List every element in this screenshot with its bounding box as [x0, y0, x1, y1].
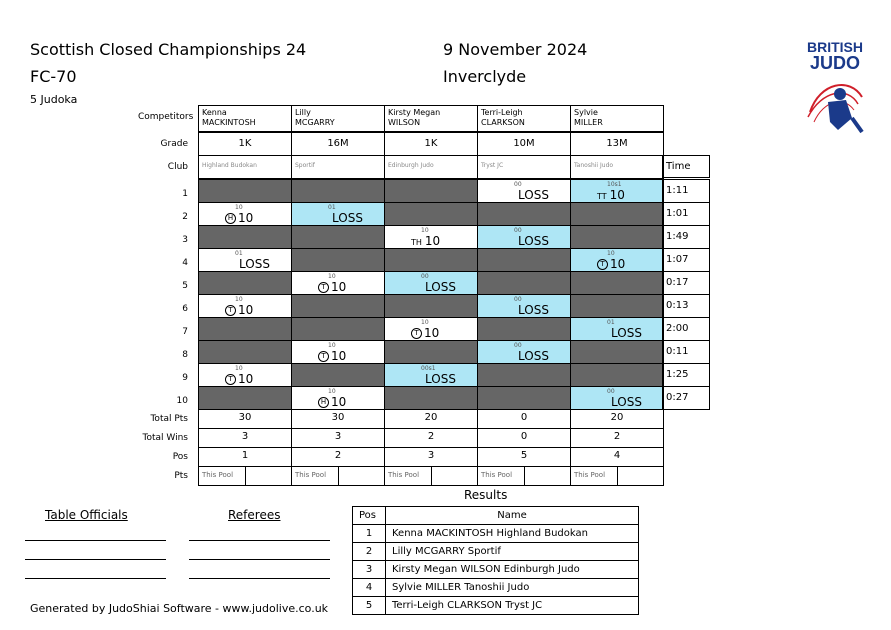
match-cell: [291, 202, 385, 226]
competitor-grade: 1K: [198, 132, 292, 156]
match-cell: [570, 317, 664, 341]
match-no: 6: [182, 304, 188, 314]
match-result-text: LOSS: [332, 211, 363, 225]
signature-line: [25, 578, 166, 579]
match-result: [597, 189, 625, 203]
position: 3: [384, 447, 478, 467]
technique-icon: T: [318, 282, 329, 293]
match-no: 9: [182, 373, 188, 383]
match-cell: [384, 271, 478, 295]
match-result-text: LOSS: [518, 234, 549, 248]
this-pool-pts: This Pool: [477, 466, 571, 486]
match-cell: [291, 363, 385, 387]
logo-text-bottom: JUDO: [809, 53, 860, 73]
match-result-text: 10: [238, 211, 254, 225]
match-result-text: 10: [610, 257, 626, 271]
match-result: [318, 396, 346, 408]
technique-icon: H: [318, 397, 329, 408]
competitor-first-name: Terri-Leigh: [481, 108, 523, 117]
match-cell: [198, 179, 292, 203]
match-score: 00: [514, 227, 522, 234]
match-cell: [477, 294, 571, 318]
match-cell: [570, 271, 664, 295]
match-cell: [570, 294, 664, 318]
pts-separator: [617, 467, 618, 485]
match-result-text: LOSS: [518, 188, 549, 202]
results-header-row: [353, 507, 639, 525]
match-time: 1:01: [662, 202, 710, 226]
pts-separator: [245, 467, 246, 485]
results-name: Kenna MACKINTOSH Highland Budokan: [386, 525, 639, 543]
competitor-first-name: Kirsty Megan: [388, 108, 441, 117]
match-time: 0:11: [662, 340, 710, 364]
event-title: Scottish Closed Championships 24: [30, 40, 307, 59]
match-score: 10: [235, 296, 243, 303]
results-row: [353, 525, 639, 543]
match-time: 1:07: [662, 248, 710, 272]
match-result: [318, 350, 346, 362]
match-cell: [384, 202, 478, 226]
competitor-club: Edinburgh Judo: [384, 155, 478, 179]
judoka-count: 5 Judoka: [30, 93, 78, 106]
competitor-club: Tanoshii Judo: [570, 155, 664, 179]
match-result: [611, 327, 642, 339]
match-result: [518, 235, 549, 247]
signature-line: [189, 540, 330, 541]
match-result-text: LOSS: [518, 349, 549, 363]
match-score: 00: [514, 296, 522, 303]
match-cell: [291, 271, 385, 295]
match-cell: [570, 179, 664, 203]
match-score: 10: [235, 365, 243, 372]
this-pool-pts: This Pool: [384, 466, 478, 486]
match-score: 10: [607, 250, 615, 257]
match-result: [518, 304, 549, 316]
technique-icon: T: [318, 351, 329, 362]
match-result-text: LOSS: [518, 303, 549, 317]
match-no: 10: [176, 396, 188, 406]
match-score: 10s1: [607, 181, 622, 188]
competitor-name-cell: [384, 105, 478, 132]
total-wins: 2: [384, 428, 478, 448]
this-pool-pts: This Pool: [291, 466, 385, 486]
match-cell: [291, 294, 385, 318]
total-wins: 3: [291, 428, 385, 448]
results-title: Results: [464, 488, 508, 502]
match-result-text: 10: [238, 372, 254, 386]
results-pos: 4: [353, 579, 386, 597]
match-cell: [384, 294, 478, 318]
position: 1: [198, 447, 292, 467]
pts-separator: [338, 467, 339, 485]
match-time: 1:49: [662, 225, 710, 249]
match-cell: [198, 363, 292, 387]
match-score: 01: [607, 319, 615, 326]
match-result: [225, 212, 253, 224]
match-result: [332, 212, 363, 224]
results-name: Sylvie MILLER Tanoshii Judo: [386, 579, 639, 597]
total-points: 0: [477, 409, 571, 429]
match-result: [411, 327, 439, 339]
match-cell: [384, 386, 478, 410]
match-cell: [570, 248, 664, 272]
position: 5: [477, 447, 571, 467]
match-result-text: 10: [331, 395, 347, 409]
match-score: 10: [328, 342, 336, 349]
label-total-pts: Total Pts: [150, 414, 188, 424]
results-row: [353, 561, 639, 579]
total-points: 20: [570, 409, 664, 429]
judo-figure-icon: [800, 72, 870, 138]
match-cell: [570, 386, 664, 410]
logo-text-top: BRITISH: [807, 39, 863, 55]
match-no: 2: [182, 212, 188, 222]
match-result: [411, 235, 440, 249]
results-name-header: Name: [386, 507, 639, 525]
match-cell: [477, 248, 571, 272]
this-pool-pts: This Pool: [198, 466, 292, 486]
match-result: [597, 258, 625, 270]
total-wins: 0: [477, 428, 571, 448]
results-name: Kirsty Megan WILSON Edinburgh Judo: [386, 561, 639, 579]
match-result-text: 10: [331, 349, 347, 363]
competitor-grade: 16M: [291, 132, 385, 156]
event-date: 9 November 2024: [443, 40, 588, 59]
match-cell: [570, 202, 664, 226]
match-result: [425, 373, 456, 385]
match-result-text: 10: [424, 234, 441, 248]
competitor-last-name: MCGARRY: [295, 118, 335, 127]
competitor-last-name: MILLER: [574, 118, 603, 127]
competitor-last-name: WILSON: [388, 118, 421, 127]
results-table: [352, 506, 639, 615]
match-cell: [291, 340, 385, 364]
time-header-label: Time: [666, 161, 691, 172]
label-club: Club: [167, 162, 188, 172]
match-score: 00: [514, 342, 522, 349]
match-cell: [198, 248, 292, 272]
time-header: [662, 155, 710, 178]
match-result: [225, 304, 253, 316]
competitor-grade: 10M: [477, 132, 571, 156]
match-cell: [477, 317, 571, 341]
technique-icon: H: [225, 213, 236, 224]
event-venue: Inverclyde: [443, 67, 527, 86]
competitor-club: Tryst JC: [477, 155, 571, 179]
match-result-text: LOSS: [425, 280, 456, 294]
signature-line: [25, 540, 166, 541]
match-time: 2:00: [662, 317, 710, 341]
match-cell: [291, 386, 385, 410]
match-result-text: 10: [238, 303, 254, 317]
table-officials-label: Table Officials: [45, 508, 128, 522]
match-result-text: 10: [331, 280, 347, 294]
competitor-last-name: CLARKSON: [481, 118, 525, 127]
competitor-grade: 1K: [384, 132, 478, 156]
match-cell: [291, 317, 385, 341]
this-pool-pts: This Pool: [570, 466, 664, 486]
total-wins: 3: [198, 428, 292, 448]
match-score: 10: [328, 273, 336, 280]
match-time: 0:27: [662, 386, 710, 410]
results-name: Terri-Leigh CLARKSON Tryst JC: [386, 597, 639, 615]
match-result: [611, 396, 642, 408]
match-cell: [477, 363, 571, 387]
total-points: 30: [198, 409, 292, 429]
match-no: 1: [182, 189, 188, 199]
match-result-text: LOSS: [611, 395, 642, 409]
match-score: 10: [328, 388, 336, 395]
technique-icon: T: [225, 374, 236, 385]
total-wins: 2: [570, 428, 664, 448]
pts-separator: [431, 467, 432, 485]
competitor-first-name: Kenna: [202, 108, 227, 117]
match-time: 1:25: [662, 363, 710, 387]
match-score: 01: [328, 204, 336, 211]
match-score: 00: [607, 388, 615, 395]
match-no: 8: [182, 350, 188, 360]
results-pos-header: Pos: [353, 507, 386, 525]
match-no: 4: [182, 258, 188, 268]
match-score: 10: [421, 319, 429, 326]
british-judo-logo: [800, 40, 870, 142]
results-row: [353, 543, 639, 561]
technique-icon: TT: [597, 192, 607, 201]
match-cell: [291, 225, 385, 249]
match-cell: [291, 248, 385, 272]
match-cell: [384, 340, 478, 364]
match-result-text: 10: [424, 326, 440, 340]
match-time: 1:11: [662, 179, 710, 203]
match-result-text: LOSS: [239, 257, 270, 271]
match-result: [518, 189, 549, 201]
competitor-first-name: Lilly: [295, 108, 311, 117]
total-points: 30: [291, 409, 385, 429]
results-pos: 1: [353, 525, 386, 543]
match-score: 00: [421, 273, 429, 280]
match-cell: [477, 202, 571, 226]
competitor-club: Sportif: [291, 155, 385, 179]
label-pos: Pos: [172, 452, 188, 462]
technique-icon: T: [597, 259, 608, 270]
label-competitors: Competitors: [138, 112, 194, 122]
pts-separator: [524, 467, 525, 485]
match-result-text: LOSS: [425, 372, 456, 386]
competitor-name-cell: [291, 105, 385, 132]
match-cell: [384, 225, 478, 249]
match-cell: [477, 271, 571, 295]
signature-line: [189, 578, 330, 579]
footer-generated-by: Generated by JudoShiai Software - www.judolive.co.uk: [30, 602, 329, 615]
match-cell: [384, 363, 478, 387]
position: 2: [291, 447, 385, 467]
match-cell: [198, 340, 292, 364]
referees-label: Referees: [228, 508, 281, 522]
results-pos: 3: [353, 561, 386, 579]
match-cell: [198, 317, 292, 341]
match-cell: [477, 340, 571, 364]
technique-icon: T: [225, 305, 236, 316]
technique-icon: T: [411, 328, 422, 339]
match-cell: [198, 294, 292, 318]
match-score: 10: [421, 227, 429, 234]
match-cell: [477, 179, 571, 203]
match-cell: [570, 363, 664, 387]
signature-line: [25, 559, 166, 560]
match-result-text: 10: [609, 188, 625, 202]
match-no: 7: [182, 327, 188, 337]
match-cell: [384, 179, 478, 203]
match-cell: [198, 225, 292, 249]
weight-category: FC-70: [30, 67, 77, 86]
label-grade: Grade: [160, 139, 188, 149]
label-pts: Pts: [174, 471, 188, 481]
match-cell: [198, 202, 292, 226]
match-score: 10: [235, 204, 243, 211]
match-cell: [477, 386, 571, 410]
results-name: Lilly MCGARRY Sportif: [386, 543, 639, 561]
match-cell: [570, 340, 664, 364]
match-no: 5: [182, 281, 188, 291]
match-cell: [570, 225, 664, 249]
position: 4: [570, 447, 664, 467]
total-points: 20: [384, 409, 478, 429]
match-time: 0:13: [662, 294, 710, 318]
competitor-last-name: MACKINTOSH: [202, 118, 256, 127]
match-cell: [384, 317, 478, 341]
match-cell: [384, 248, 478, 272]
match-result: [225, 373, 253, 385]
competitor-club: Highland Budokan: [198, 155, 292, 179]
match-cell: [198, 386, 292, 410]
match-result: [318, 281, 346, 293]
competitor-name-cell: [198, 105, 292, 132]
signature-line: [189, 559, 330, 560]
match-score: 00: [514, 181, 522, 188]
results-pos: 5: [353, 597, 386, 615]
results-row: [353, 597, 639, 615]
match-time: 0:17: [662, 271, 710, 295]
competitor-grade: 13M: [570, 132, 664, 156]
match-result: [425, 281, 456, 293]
results-row: [353, 579, 639, 597]
match-result: [239, 258, 270, 270]
competitor-first-name: Sylvie: [574, 108, 598, 117]
match-score: 00s1: [421, 365, 436, 372]
competitor-name-cell: [477, 105, 571, 132]
technique-icon: TH: [411, 238, 422, 247]
match-no: 3: [182, 235, 188, 245]
match-cell: [291, 179, 385, 203]
match-score: 01: [235, 250, 243, 257]
match-result-text: LOSS: [611, 326, 642, 340]
results-pos: 2: [353, 543, 386, 561]
competitor-name-cell: [570, 105, 664, 132]
match-result: [518, 350, 549, 362]
match-cell: [477, 225, 571, 249]
match-cell: [198, 271, 292, 295]
label-total-wins: Total Wins: [142, 433, 188, 443]
